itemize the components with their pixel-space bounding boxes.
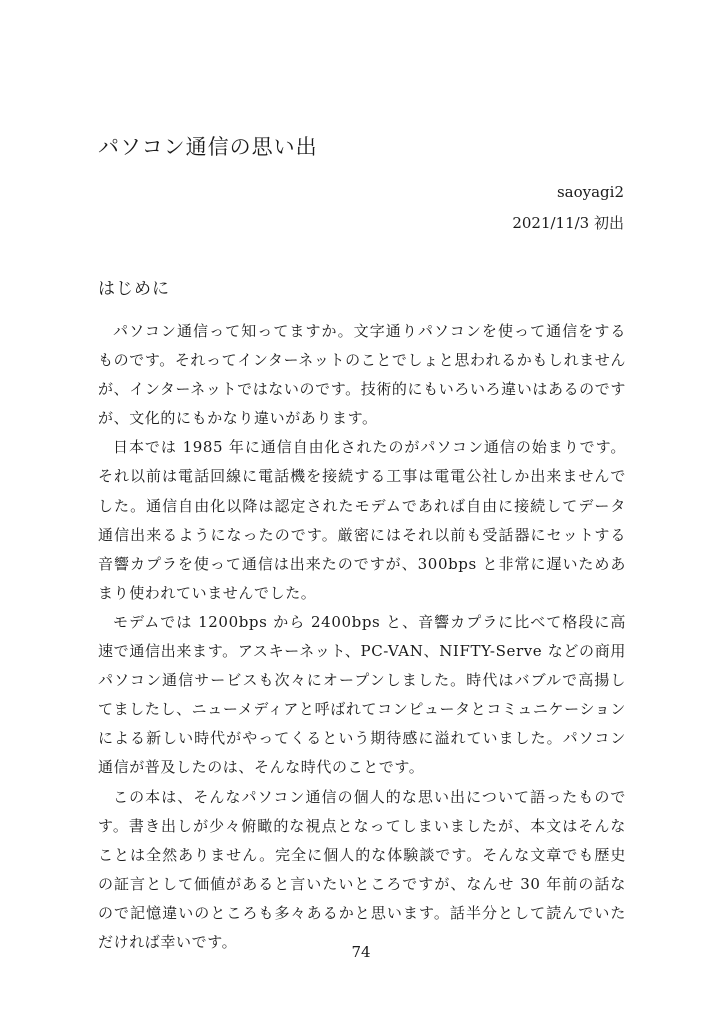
author-block [512, 177, 624, 239]
paragraph: パソコン通信って知ってますか。文字通りパソコンを使って通信をするものです。それってインターネットのことでしょと思われるかもしれませんが、インターネットではないのです。技術的にもいろいろ違いはあるのですが、文化的にもかなり違いがあります。 [98, 322, 626, 428]
paragraph: この本は、そんなパソコン通信の個人的な思い出について語ったものです。書き出しが少々俯瞰的な視点となってしまいましたが、本文はそんなことは全然ありません。完全に個人的な体験談です。そんな文章でも歴史の証言として価値があると言いたいところですが、なんせ 30 年前の話なので記憶違いのところも多々あるかと思います。話半分として読んでいただければ幸いです。 [98, 787, 626, 951]
paragraph: モデムでは 1200bps から 2400bps と、音響カプラに比べて格段に高速で通信出来ます。アスキーネット、PC-VAN、NIFTY-Serve などの商用パソコン通信サービスも次々にオープンしました。時代はバブルで高揚してましたし、ニューメディアと呼ばれてコンピュータとコミュニケーションによる新しい時代がやってくるという期待感に溢れていました。パソコン通信が普及したのは、そんな時代のことです。 [98, 612, 626, 777]
author-name: saoyagi2 [556, 183, 624, 201]
document-title: パソコン通信の思い出 [98, 135, 318, 159]
publication-date: 2021/11/3 初出 [512, 214, 624, 232]
paragraph: 日本では 1985 年に通信自由化されたのがパソコン通信の始まりです。それ以前は電話回線に電話機を接続する工事は電電公社しか出来ませんでした。通信自由化以降は認定されたモデムであれば自由に接続してデータ通信出来るようになったのです。厳密にはそれ以前も受話器にセットする音響カプラを使って通信は出来たのですが、300bps と非常に遅いためあまり使われていませんでした。 [98, 438, 626, 602]
body-text [98, 317, 626, 957]
page-number: 74 [351, 943, 371, 961]
section-heading: はじめに [98, 279, 170, 299]
